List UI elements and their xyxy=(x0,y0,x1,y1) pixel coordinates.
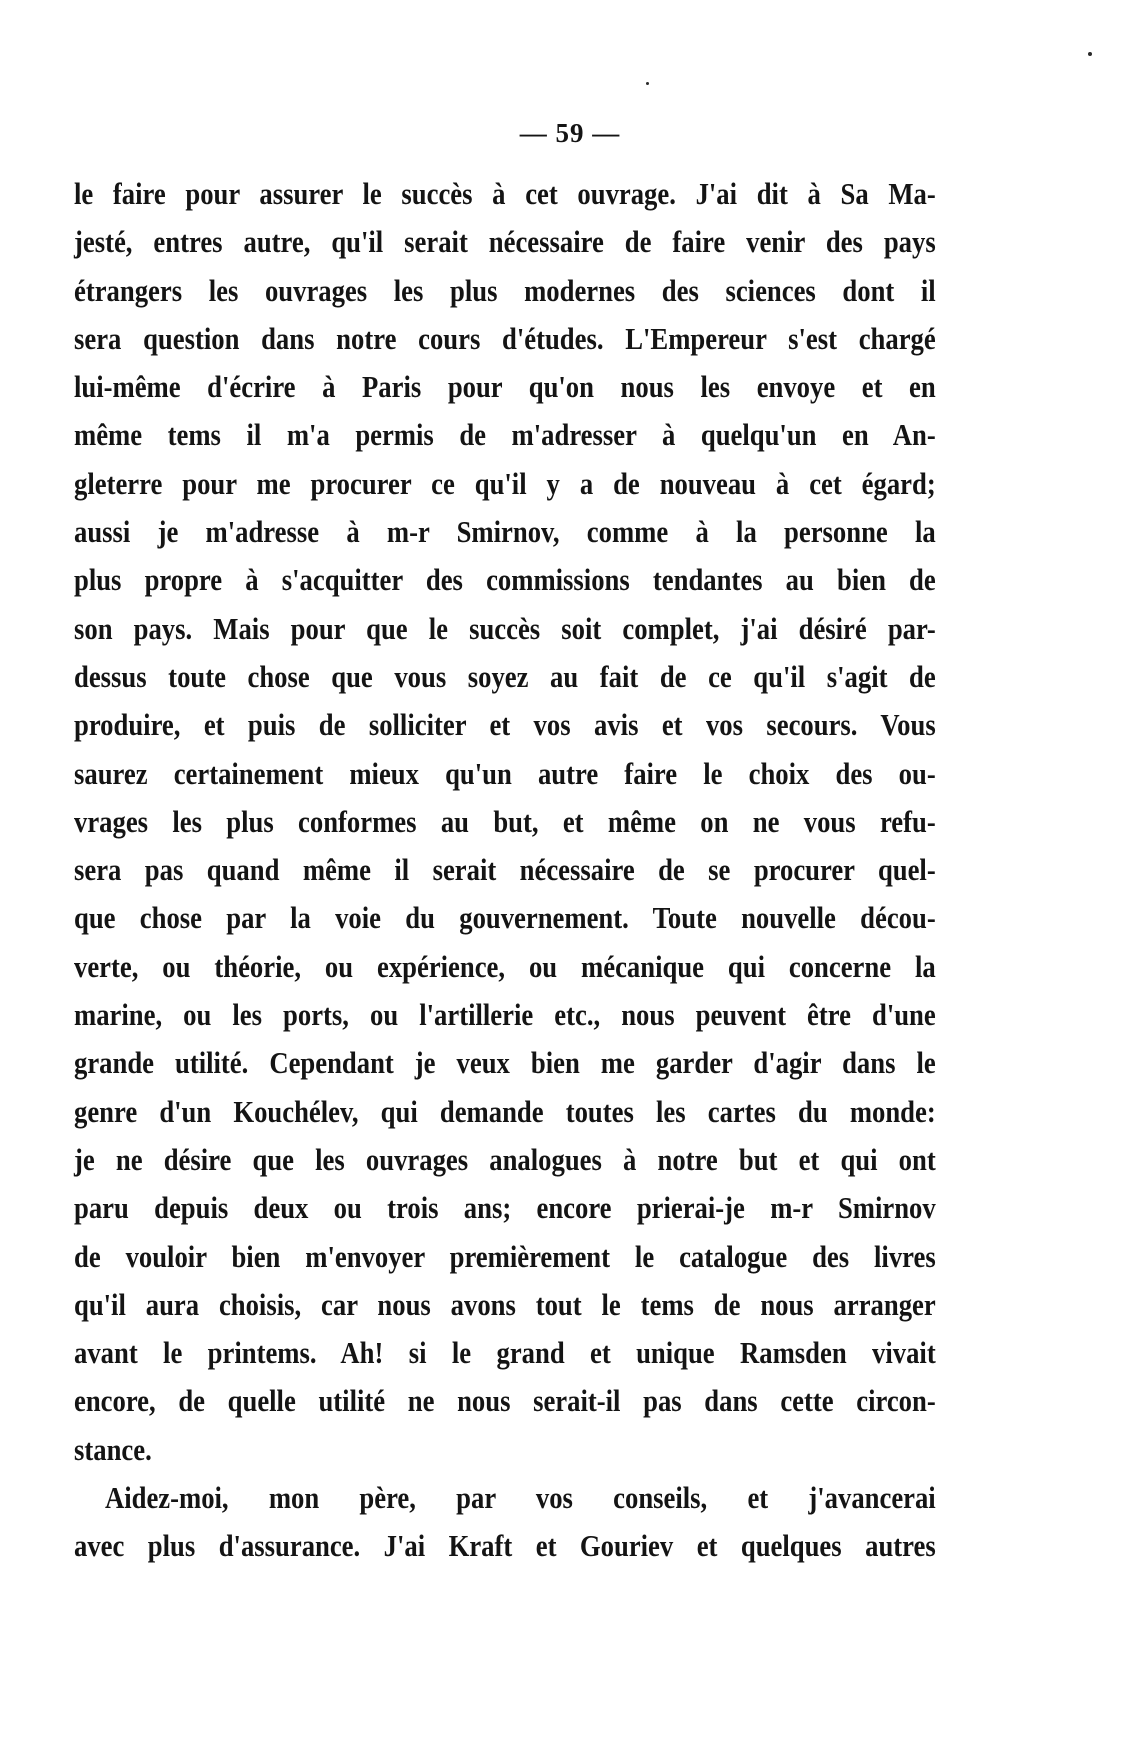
text-line: qu'il aura choisis, car nous avons tout le tems de nous arranger xyxy=(74,1286,936,1322)
text-line: le faire pour assurer le succès à cet ouvrage. J'ai dit à Sa Ma- xyxy=(74,176,936,211)
text-line: Aidez-moi, mon père, par vos conseils, et j'avancerai xyxy=(104,1480,936,1516)
text-line: avant le printems. Ah! si le grand et unique Ramsden vivait xyxy=(74,1335,936,1371)
text-line: encore, de quelle utilité ne nous serait-il pas dans cette circon- xyxy=(74,1383,936,1419)
text-line: vrages les plus conformes au but, et même on ne vous refu- xyxy=(74,803,936,839)
text-line: que chose par la voie du gouvernement. Toute nouvelle décou- xyxy=(74,900,936,936)
text-line: aussi je m'adresse à m-r Smirnov, comme à la personne la xyxy=(74,514,936,550)
page-number: — 59 — xyxy=(519,118,621,148)
text-line: étrangers les ouvrages les plus modernes des sciences dont il xyxy=(74,272,936,308)
text-line: saurez certainement mieux qu'un autre faire le choix des ou- xyxy=(74,755,936,791)
text-line: gleterre pour me procurer ce qu'il y a de nouveau à cet égard; xyxy=(74,465,936,501)
text-line: genre d'un Kouchélev, qui demande toutes les cartes du monde: xyxy=(74,1093,936,1129)
text-line: produire, et puis de solliciter et vos avis et vos secours. Vous xyxy=(74,707,936,743)
text-line: même tems il m'a permis de m'adresser à quelqu'un en An- xyxy=(74,417,936,453)
text-line: lui-même d'écrire à Paris pour qu'on nous les envoye et en xyxy=(74,369,936,405)
body-text xyxy=(74,170,936,1571)
text-line: avec plus d'assurance. J'ai Kraft et Gouriev et quelques autres xyxy=(74,1528,936,1564)
text-line: son pays. Mais pour que le succès soit complet, j'ai désiré par- xyxy=(74,610,936,646)
scan-speck xyxy=(646,82,649,85)
scan-speck xyxy=(1088,52,1092,56)
text-line: paru depuis deux ou trois ans; encore prierai-je m-r Smirnov xyxy=(74,1190,936,1226)
text-line: marine, ou les ports, ou l'artillerie etc., nous peuvent être d'une xyxy=(74,997,936,1033)
text-line: sera pas quand même il serait nécessaire de se procurer quel- xyxy=(74,852,936,888)
text-line: je ne désire que les ouvrages analogues à notre but et qui ont xyxy=(74,1141,936,1177)
text-line: sera question dans notre cours d'études. L'Empereur s'est chargé xyxy=(74,320,936,356)
text-line: de vouloir bien m'envoyer premièrement le catalogue des livres xyxy=(74,1238,936,1274)
text-line: plus propre à s'acquitter des commissions tendantes au bien de xyxy=(74,562,936,598)
text-line: dessus toute chose que vous soyez au fait de ce qu'il s'agit de xyxy=(74,658,936,694)
text-line: grande utilité. Cependant je veux bien me garder d'agir dans le xyxy=(74,1045,936,1081)
text-line: stance. xyxy=(74,1431,152,1467)
text-line: verte, ou théorie, ou expérience, ou mécanique qui concerne la xyxy=(74,948,936,984)
text-line: jesté, entres autre, qu'il serait nécessaire de faire venir des pays xyxy=(74,224,936,260)
